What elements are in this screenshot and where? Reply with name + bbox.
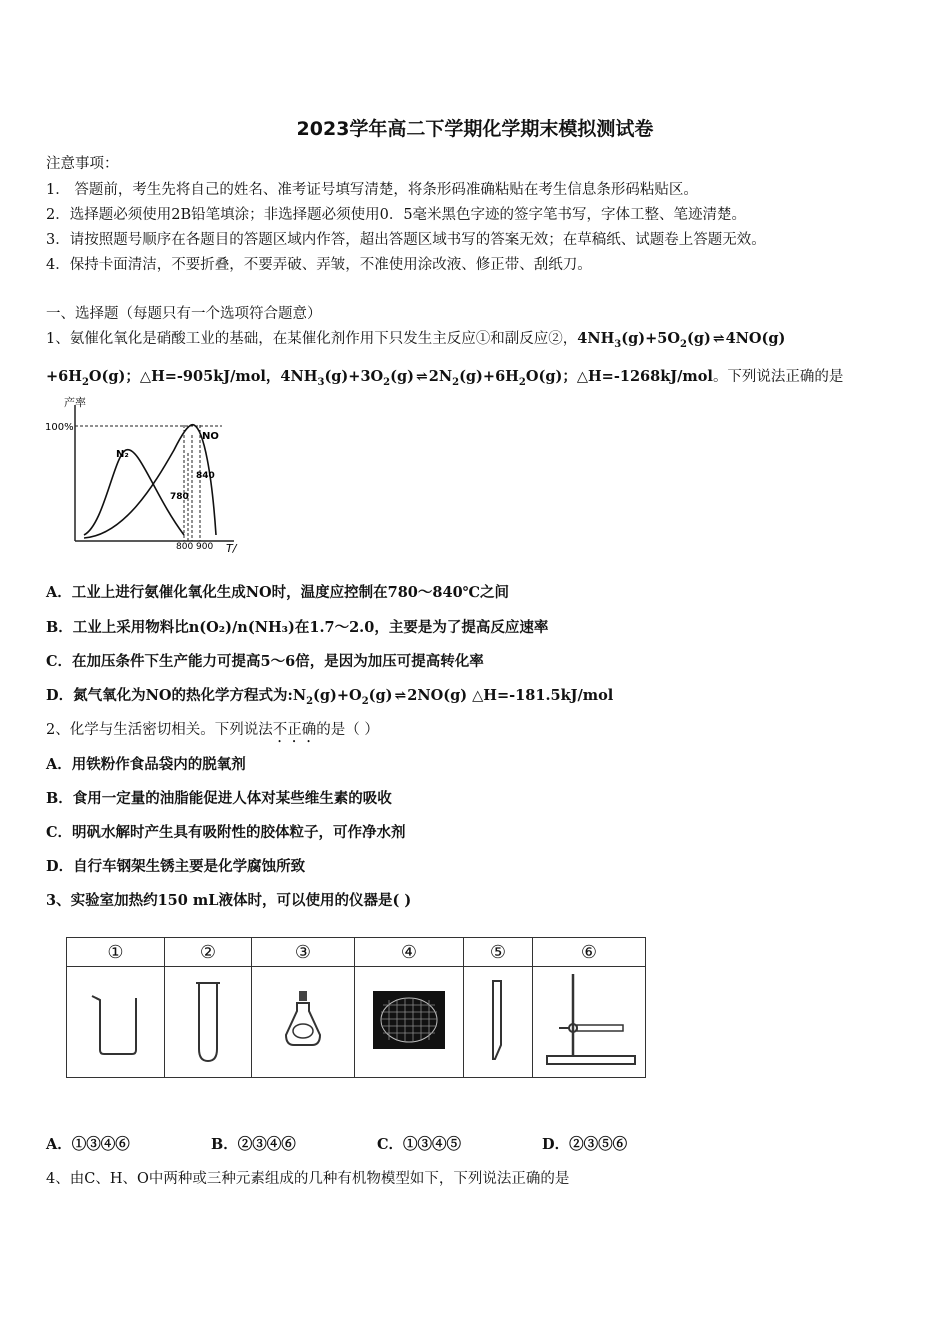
apparatus-header: ① bbox=[67, 938, 165, 967]
test-tube-icon bbox=[188, 975, 228, 1065]
alcohol-lamp-icon bbox=[278, 985, 328, 1055]
question-2-option-a[interactable]: A．用铁粉作食品袋内的脱氧剂 bbox=[46, 756, 246, 773]
vline-label: 840 bbox=[196, 471, 215, 481]
wire-gauze-cell bbox=[355, 967, 464, 1078]
question-2-option-b[interactable]: B．食用一定量的油脂能促进人体对某些维生素的吸收 bbox=[46, 790, 392, 807]
vline-label: 780 bbox=[170, 492, 189, 502]
series-no-line bbox=[84, 425, 216, 538]
question-2-option-d[interactable]: D．自行车钢架生锈主要是化学腐蚀所致 bbox=[46, 858, 306, 875]
question-1-option-d[interactable]: D．氮气氧化为NO的热化学方程式为$:N_2(g)+O_2(g)$ ⇌ 2NO(g) △H=-181.5kJ/mol bbox=[46, 687, 614, 707]
series-no-label: NO bbox=[202, 431, 219, 442]
yield-chart bbox=[44, 395, 254, 560]
notice-item: 4．保持卡面清洁，不要折叠，不要弄破、弄皱，不准使用涂改液、修正带、刮纸刀。 bbox=[46, 257, 592, 273]
alcohol-lamp-cell bbox=[252, 967, 355, 1078]
notice-heading: 注意事项： bbox=[46, 156, 119, 172]
question-3-option-a[interactable]: A．①③④⑥ bbox=[46, 1136, 130, 1153]
series-n2-label: N₂ bbox=[116, 449, 129, 460]
question-3-option-d[interactable]: D．②③⑤⑥ bbox=[542, 1136, 628, 1153]
series-n2-line bbox=[84, 450, 184, 535]
question-3-option-b[interactable]: B．②③④⑥ bbox=[211, 1136, 296, 1153]
question-1-option-a[interactable]: A．工业上进行氨催化氧化生成NO时，温度应控制在780～840℃之间 bbox=[46, 584, 510, 601]
question-4-stem: 4、由C、H、O中两种或三种元素组成的几种有机物模型如下，下列说法正确的是 bbox=[46, 1171, 570, 1187]
notice-item: 1． 答题前，考生先将自己的姓名、准考证号填写清楚，将条形码准确粘贴在考生信息条形码粘贴区。 bbox=[46, 182, 698, 198]
apparatus-header: ④ bbox=[355, 938, 464, 967]
question-1-stem: 1、氨催化氧化是硝酸工业的基础，在某催化剂作用下只发生主反应①和副反应②，$4NH_3(g)+5O_2(g)$ ⇌ 4NO(g) bbox=[46, 330, 786, 350]
question-3-stem: 3、实验室加热约150 mL液体时，可以使用的仪器是( ) bbox=[46, 892, 412, 909]
question-1-option-c[interactable]: C．在加压条件下生产能力可提高5～6倍，是因为加压可提高转化率 bbox=[46, 653, 484, 670]
y-tick-label: 100% bbox=[45, 422, 74, 433]
question-3-option-c[interactable]: C．①③④⑤ bbox=[377, 1136, 462, 1153]
iron-stand-icon bbox=[539, 970, 639, 1070]
beaker-icon bbox=[86, 980, 146, 1060]
glass-rod-icon bbox=[483, 975, 513, 1065]
apparatus-header: ⑤ bbox=[464, 938, 533, 967]
question-1-stem-cont: $+6H_2O(g)$；△H=-905kJ/mol，$4NH_3(g)+3O_2(g)$ ⇌ $2N_2(g)+6H_2O(g)$；△H=-1268kJ/mol。下列说法正确的是 bbox=[46, 368, 844, 388]
apparatus-table bbox=[66, 937, 646, 1078]
notice-item: 2．选择题必须使用2B铅笔填涂；非选择题必须使用0．5毫米黑色字迹的签字笔书写，字体工整、笔迹清楚。 bbox=[46, 207, 747, 223]
apparatus-header: ⑥ bbox=[533, 938, 646, 967]
question-2-option-c[interactable]: C．明矾水解时产生具有吸附性的胶体粒子，可作净水剂 bbox=[46, 824, 406, 841]
section-heading: 一、选择题（每题只有一个选项符合题意） bbox=[46, 306, 322, 322]
question-2-stem: 2、化学与生活密切相关。下列说法不正确的是（ ） bbox=[46, 722, 379, 738]
notice-item: 3．请按照题号顺序在各题目的答题区域内作答，超出答题区域书写的答案无效；在草稿纸、试题卷上答题无效。 bbox=[46, 232, 766, 248]
apparatus-header: ③ bbox=[252, 938, 355, 967]
question-1-option-b[interactable]: B．工业上采用物料比n(O₂)/n(NH₃)在1.7～2.0，主要是为了提高反应速率 bbox=[46, 619, 549, 636]
x-tick-label: 900 bbox=[196, 542, 214, 552]
stirring-rod-cell bbox=[464, 967, 533, 1078]
wire-gauze-icon bbox=[369, 985, 449, 1055]
x-axis-label: T/ bbox=[226, 542, 237, 555]
beaker-cell bbox=[67, 967, 165, 1078]
x-tick-label: 800 bbox=[176, 542, 194, 552]
page-title: 2023学年高二下学期化学期末模拟测试卷 bbox=[296, 118, 654, 140]
apparatus-header: ② bbox=[165, 938, 252, 967]
y-axis-label: 产率 bbox=[64, 396, 86, 409]
test-tube-cell bbox=[165, 967, 252, 1078]
iron-stand-cell bbox=[533, 967, 646, 1078]
